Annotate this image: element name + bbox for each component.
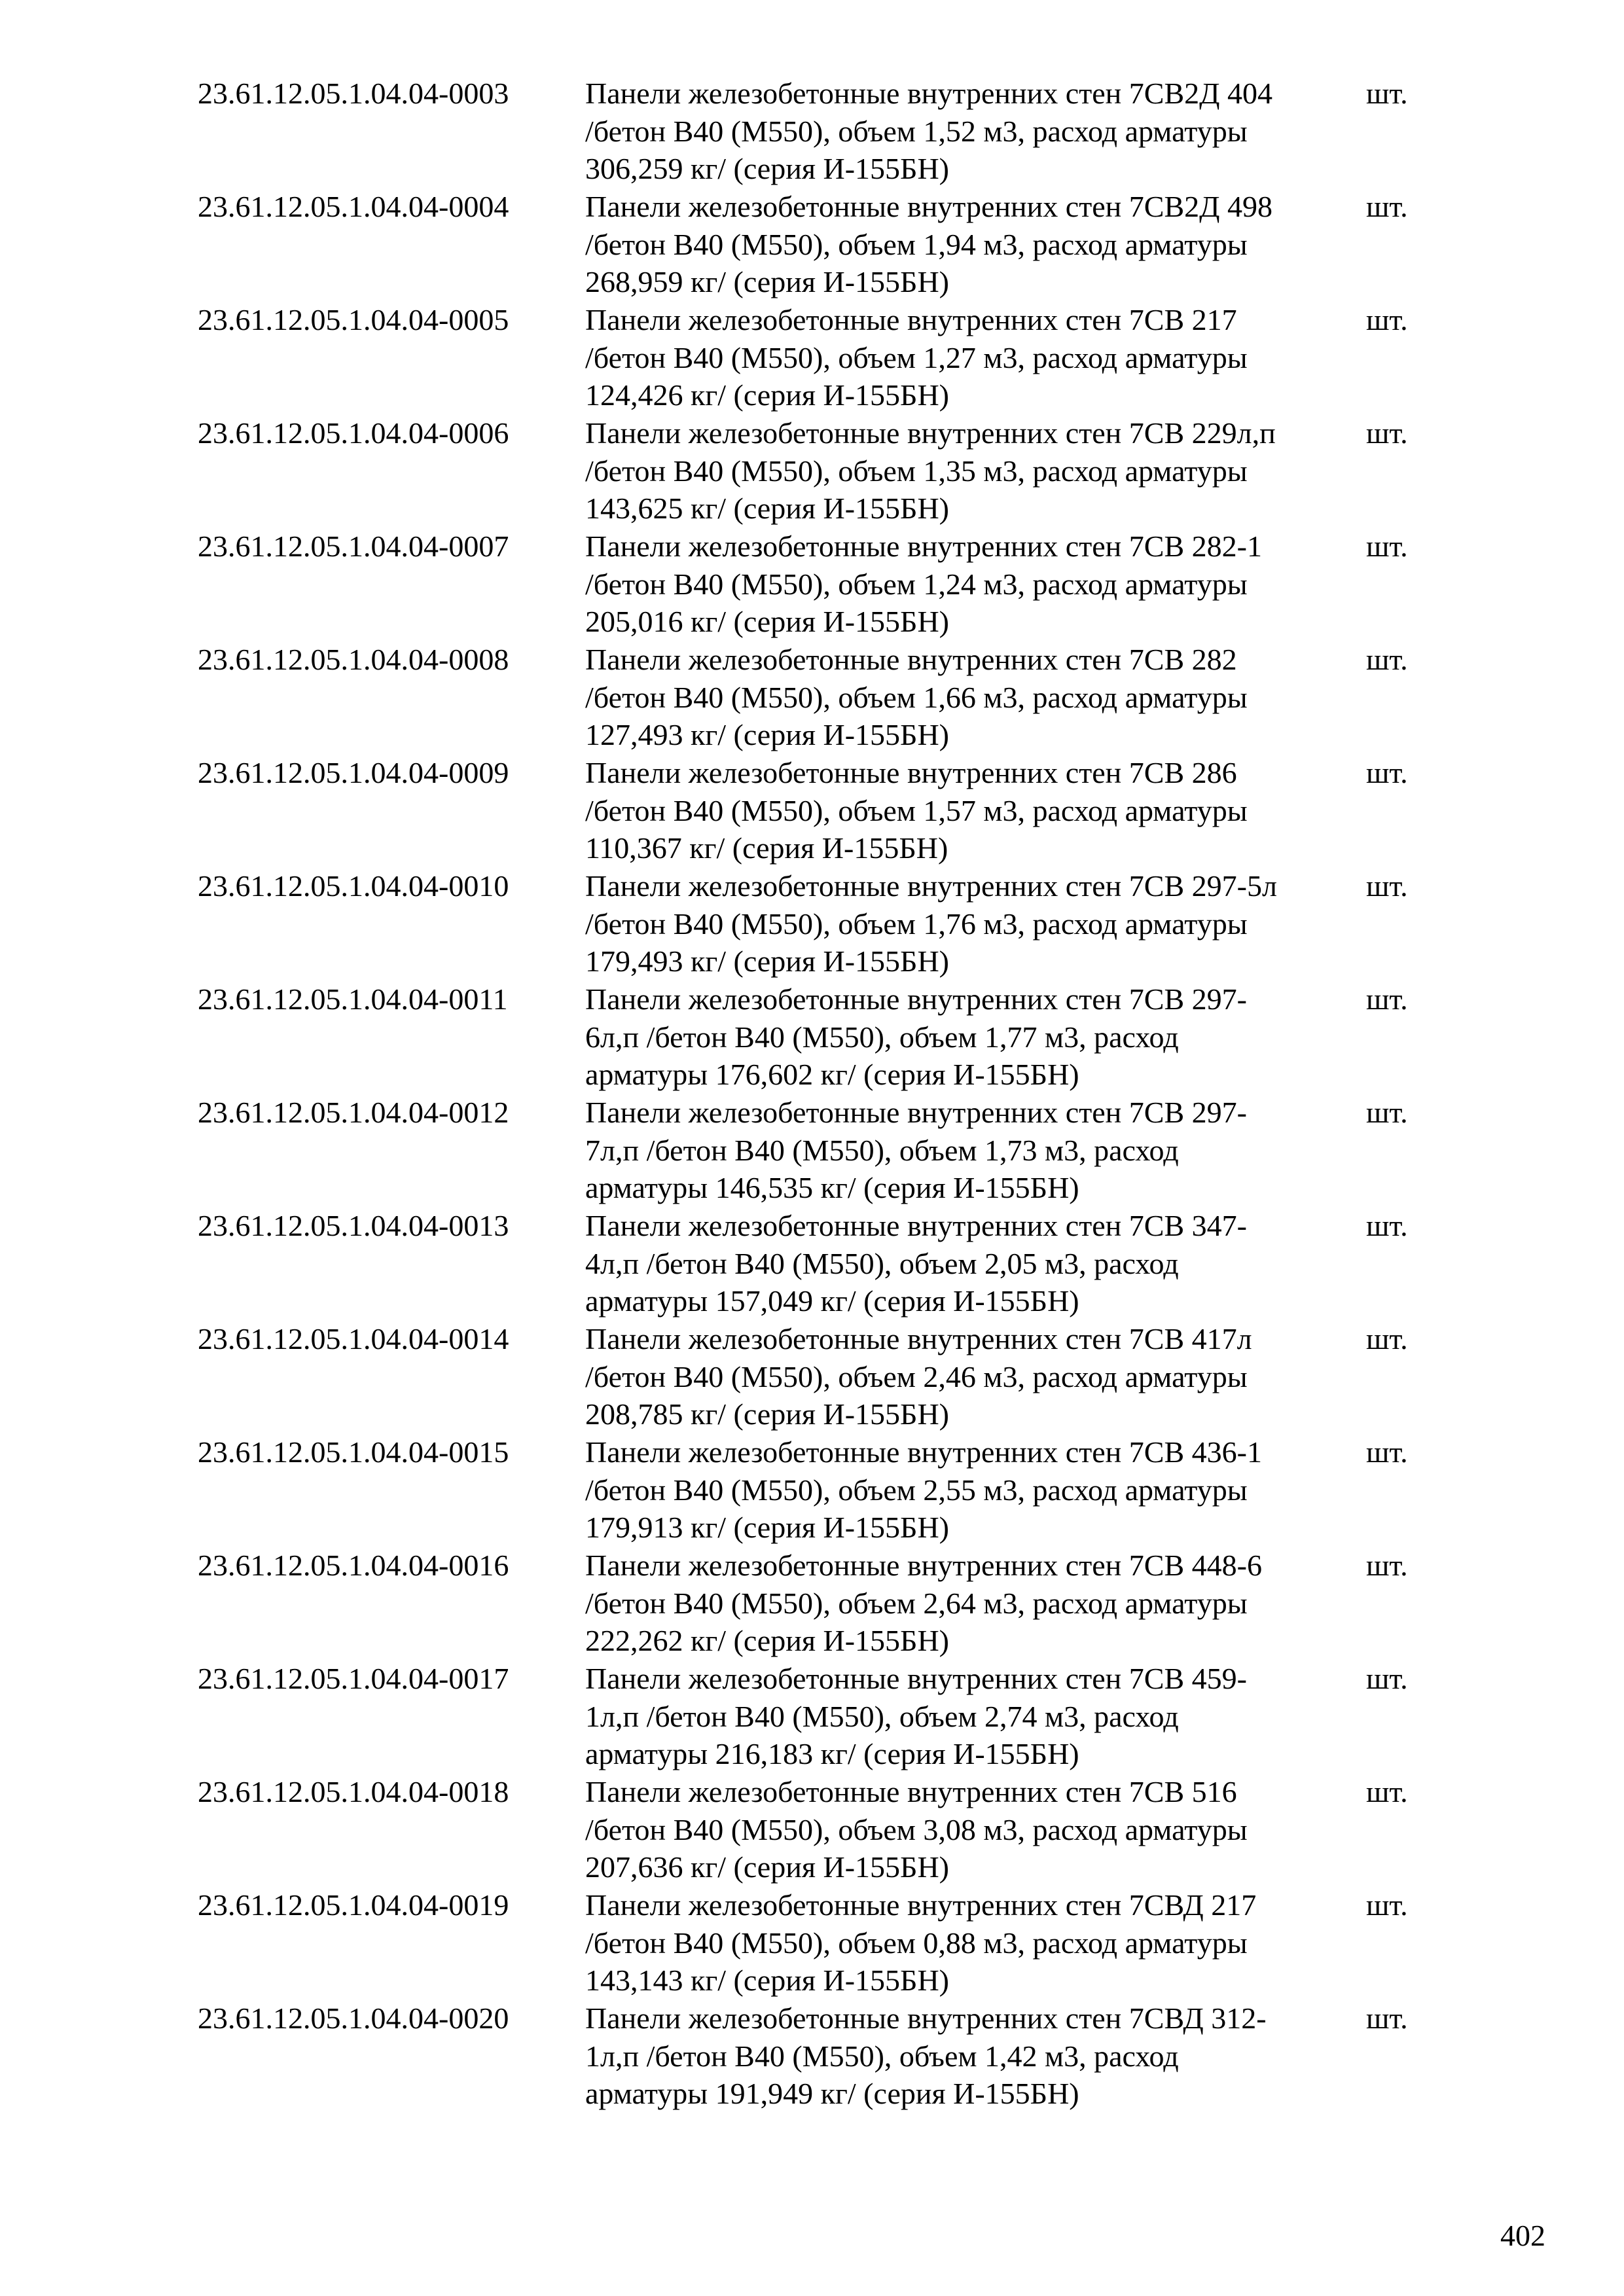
description-line: Панели железобетонные внутренних стен 7СВ 217: [585, 303, 1237, 336]
resource-description: [585, 301, 1358, 414]
resource-code: 23.61.12.05.1.04.04-0014: [198, 1322, 509, 1355]
description-line: /бетон В40 (М550), объем 1,66 м3, расход арматуры: [585, 680, 1248, 714]
description-line: Панели железобетонные внутренних стен 7СВД 217: [585, 1888, 1257, 1922]
resource-description: [585, 1320, 1358, 1433]
description-line: Панели железобетонные внутренних стен 7СВ 459-: [585, 1662, 1247, 1695]
description-line: /бетон В40 (М550), объем 3,08 м3, расход арматуры: [585, 1812, 1248, 1846]
description-line: 6л,п /бетон В40 (М550), объем 1,77 м3, расход: [585, 1020, 1179, 1054]
table-row: [0, 754, 1624, 867]
description-line: 143,625 кг/ (серия И-155БН): [585, 492, 949, 526]
description-line: 1л,п /бетон В40 (М550), объем 2,74 м3, расход: [585, 1699, 1179, 1733]
description-line: 306,259 кг/ (серия И-155БН): [585, 152, 949, 186]
description-line: /бетон В40 (М550), объем 1,27 м3, расход арматуры: [585, 340, 1248, 374]
description-line: /бетон В40 (М550), объем 2,46 м3, расход арматуры: [585, 1359, 1248, 1393]
resource-code: 23.61.12.05.1.04.04-0012: [198, 1096, 509, 1129]
table-row: [0, 75, 1624, 188]
resource-code: 23.61.12.05.1.04.04-0017: [198, 1662, 509, 1695]
table-row: [0, 980, 1624, 1094]
description-line: /бетон В40 (М550), объем 0,88 м3, расход арматуры: [585, 1926, 1248, 1960]
description-line: Панели железобетонные внутренних стен 7СВ 229л,п: [585, 416, 1276, 450]
page-number: 402: [1500, 2219, 1545, 2252]
unit-of-measure: шт.: [1366, 1775, 1408, 1808]
resource-description: [585, 414, 1358, 528]
table-row: [0, 1433, 1624, 1547]
table-row: [0, 1094, 1624, 1207]
table-row: [0, 1547, 1624, 1660]
description-line: 110,367 кг/ (серия И-155БН): [585, 831, 948, 865]
table-row: [0, 1886, 1624, 2000]
description-line: /бетон В40 (М550), объем 1,24 м3, расход арматуры: [585, 567, 1248, 601]
description-line: 179,913 кг/ (серия И-155БН): [585, 1511, 949, 1545]
table-row: [0, 1207, 1624, 1320]
description-line: Панели железобетонные внутренних стен 7СВД 312-: [585, 2001, 1267, 2035]
description-line: 222,262 кг/ (серия И-155БН): [585, 1624, 949, 1658]
resource-code: 23.61.12.05.1.04.04-0009: [198, 756, 509, 789]
resource-description: [585, 641, 1358, 754]
resource-code: 23.61.12.05.1.04.04-0015: [198, 1435, 509, 1469]
description-line: 208,785 кг/ (серия И-155БН): [585, 1397, 949, 1431]
resource-code: 23.61.12.05.1.04.04-0018: [198, 1775, 509, 1808]
unit-of-measure: шт.: [1366, 1322, 1408, 1355]
description-line: Панели железобетонные внутренних стен 7СВ 347-: [585, 1209, 1247, 1242]
table-row: [0, 1320, 1624, 1433]
resource-description: [585, 1433, 1358, 1547]
unit-of-measure: шт.: [1366, 1209, 1408, 1242]
resource-description: [585, 1547, 1358, 1660]
description-line: 7л,п /бетон В40 (М550), объем 1,73 м3, расход: [585, 1133, 1179, 1167]
description-line: 205,016 кг/ (серия И-155БН): [585, 605, 949, 639]
description-line: /бетон В40 (М550), объем 2,64 м3, расход арматуры: [585, 1586, 1248, 1620]
description-line: 143,143 кг/ (серия И-155БН): [585, 1964, 949, 1998]
unit-of-measure: шт.: [1366, 1435, 1408, 1469]
unit-of-measure: шт.: [1366, 869, 1408, 903]
unit-of-measure: шт.: [1366, 1549, 1408, 1582]
description-line: Панели железобетонные внутренних стен 7СВ 297-: [585, 1096, 1247, 1129]
resource-code: 23.61.12.05.1.04.04-0016: [198, 1549, 509, 1582]
table-row: [0, 301, 1624, 414]
resource-code: 23.61.12.05.1.04.04-0003: [198, 77, 509, 110]
resource-code: 23.61.12.05.1.04.04-0007: [198, 529, 509, 563]
description-line: Панели железобетонные внутренних стен 7СВ 282-1: [585, 529, 1262, 563]
resource-description: [585, 867, 1358, 980]
description-line: 268,959 кг/ (серия И-155БН): [585, 265, 949, 299]
unit-of-measure: шт.: [1366, 190, 1408, 223]
description-line: 124,426 кг/ (серия И-155БН): [585, 378, 949, 412]
resource-code: 23.61.12.05.1.04.04-0011: [198, 982, 508, 1016]
resource-description: [585, 188, 1358, 301]
resource-description: [585, 1886, 1358, 2000]
price-list-table: [0, 75, 1624, 2113]
table-row: [0, 414, 1624, 528]
resource-code: 23.61.12.05.1.04.04-0008: [198, 643, 509, 676]
table-row: [0, 867, 1624, 980]
resource-description: [585, 1094, 1358, 1207]
description-line: 127,493 кг/ (серия И-155БН): [585, 718, 949, 752]
resource-code: 23.61.12.05.1.04.04-0006: [198, 416, 509, 450]
description-line: /бетон В40 (М550), объем 1,35 м3, расход арматуры: [585, 454, 1248, 488]
resource-code: 23.61.12.05.1.04.04-0020: [198, 2001, 509, 2035]
resource-description: [585, 754, 1358, 867]
resource-description: [585, 980, 1358, 1094]
resource-code: 23.61.12.05.1.04.04-0004: [198, 190, 509, 223]
description-line: арматуры 157,049 кг/ (серия И-155БН): [585, 1284, 1079, 1318]
description-line: арматуры 191,949 кг/ (серия И-155БН): [585, 2077, 1079, 2111]
description-line: Панели железобетонные внутренних стен 7СВ 417л: [585, 1322, 1252, 1355]
resource-code: 23.61.12.05.1.04.04-0005: [198, 303, 509, 336]
description-line: арматуры 146,535 кг/ (серия И-155БН): [585, 1171, 1079, 1205]
resource-description: [585, 528, 1358, 641]
resource-description: [585, 1207, 1358, 1320]
description-line: /бетон В40 (М550), объем 2,55 м3, расход арматуры: [585, 1473, 1248, 1507]
unit-of-measure: шт.: [1366, 77, 1408, 110]
description-line: /бетон В40 (М550), объем 1,57 м3, расход арматуры: [585, 793, 1248, 827]
resource-description: [585, 1660, 1358, 1773]
description-line: Панели железобетонные внутренних стен 7СВ 286: [585, 756, 1237, 789]
table-row: [0, 1660, 1624, 1773]
unit-of-measure: шт.: [1366, 529, 1408, 563]
description-line: /бетон В40 (М550), объем 1,52 м3, расход арматуры: [585, 114, 1248, 148]
description-line: арматуры 176,602 кг/ (серия И-155БН): [585, 1058, 1079, 1092]
description-line: Панели железобетонные внутренних стен 7СВ2Д 404: [585, 77, 1273, 110]
unit-of-measure: шт.: [1366, 2001, 1408, 2035]
table-row: [0, 528, 1624, 641]
resource-description: [585, 1773, 1358, 1886]
description-line: Панели железобетонные внутренних стен 7СВ2Д 498: [585, 190, 1273, 223]
description-line: 179,493 кг/ (серия И-155БН): [585, 944, 949, 978]
resource-code: 23.61.12.05.1.04.04-0019: [198, 1888, 509, 1922]
table-row: [0, 641, 1624, 754]
description-line: 1л,п /бетон В40 (М550), объем 1,42 м3, расход: [585, 2039, 1179, 2073]
resource-code: 23.61.12.05.1.04.04-0010: [198, 869, 509, 903]
description-line: Панели железобетонные внутренних стен 7СВ 297-: [585, 982, 1247, 1016]
unit-of-measure: шт.: [1366, 416, 1408, 450]
unit-of-measure: шт.: [1366, 1888, 1408, 1922]
table-row: [0, 2000, 1624, 2113]
table-row: [0, 1773, 1624, 1886]
table-row: [0, 188, 1624, 301]
description-line: /бетон В40 (М550), объем 1,76 м3, расход арматуры: [585, 906, 1248, 941]
resource-description: [585, 75, 1358, 188]
description-line: 4л,п /бетон В40 (М550), объем 2,05 м3, расход: [585, 1246, 1179, 1280]
unit-of-measure: шт.: [1366, 303, 1408, 336]
unit-of-measure: шт.: [1366, 982, 1408, 1016]
description-line: Панели железобетонные внутренних стен 7СВ 282: [585, 643, 1237, 676]
resource-description: [585, 2000, 1358, 2113]
unit-of-measure: шт.: [1366, 643, 1408, 676]
resource-code: 23.61.12.05.1.04.04-0013: [198, 1209, 509, 1242]
description-line: арматуры 216,183 кг/ (серия И-155БН): [585, 1737, 1079, 1771]
description-line: Панели железобетонные внутренних стен 7СВ 297-5л: [585, 869, 1277, 903]
description-line: /бетон В40 (М550), объем 1,94 м3, расход арматуры: [585, 227, 1248, 261]
unit-of-measure: шт.: [1366, 1096, 1408, 1129]
unit-of-measure: шт.: [1366, 756, 1408, 789]
description-line: Панели железобетонные внутренних стен 7СВ 516: [585, 1775, 1237, 1808]
description-line: Панели железобетонные внутренних стен 7СВ 448-6: [585, 1549, 1262, 1582]
description-line: 207,636 кг/ (серия И-155БН): [585, 1850, 949, 1884]
unit-of-measure: шт.: [1366, 1662, 1408, 1695]
description-line: Панели железобетонные внутренних стен 7СВ 436-1: [585, 1435, 1262, 1469]
